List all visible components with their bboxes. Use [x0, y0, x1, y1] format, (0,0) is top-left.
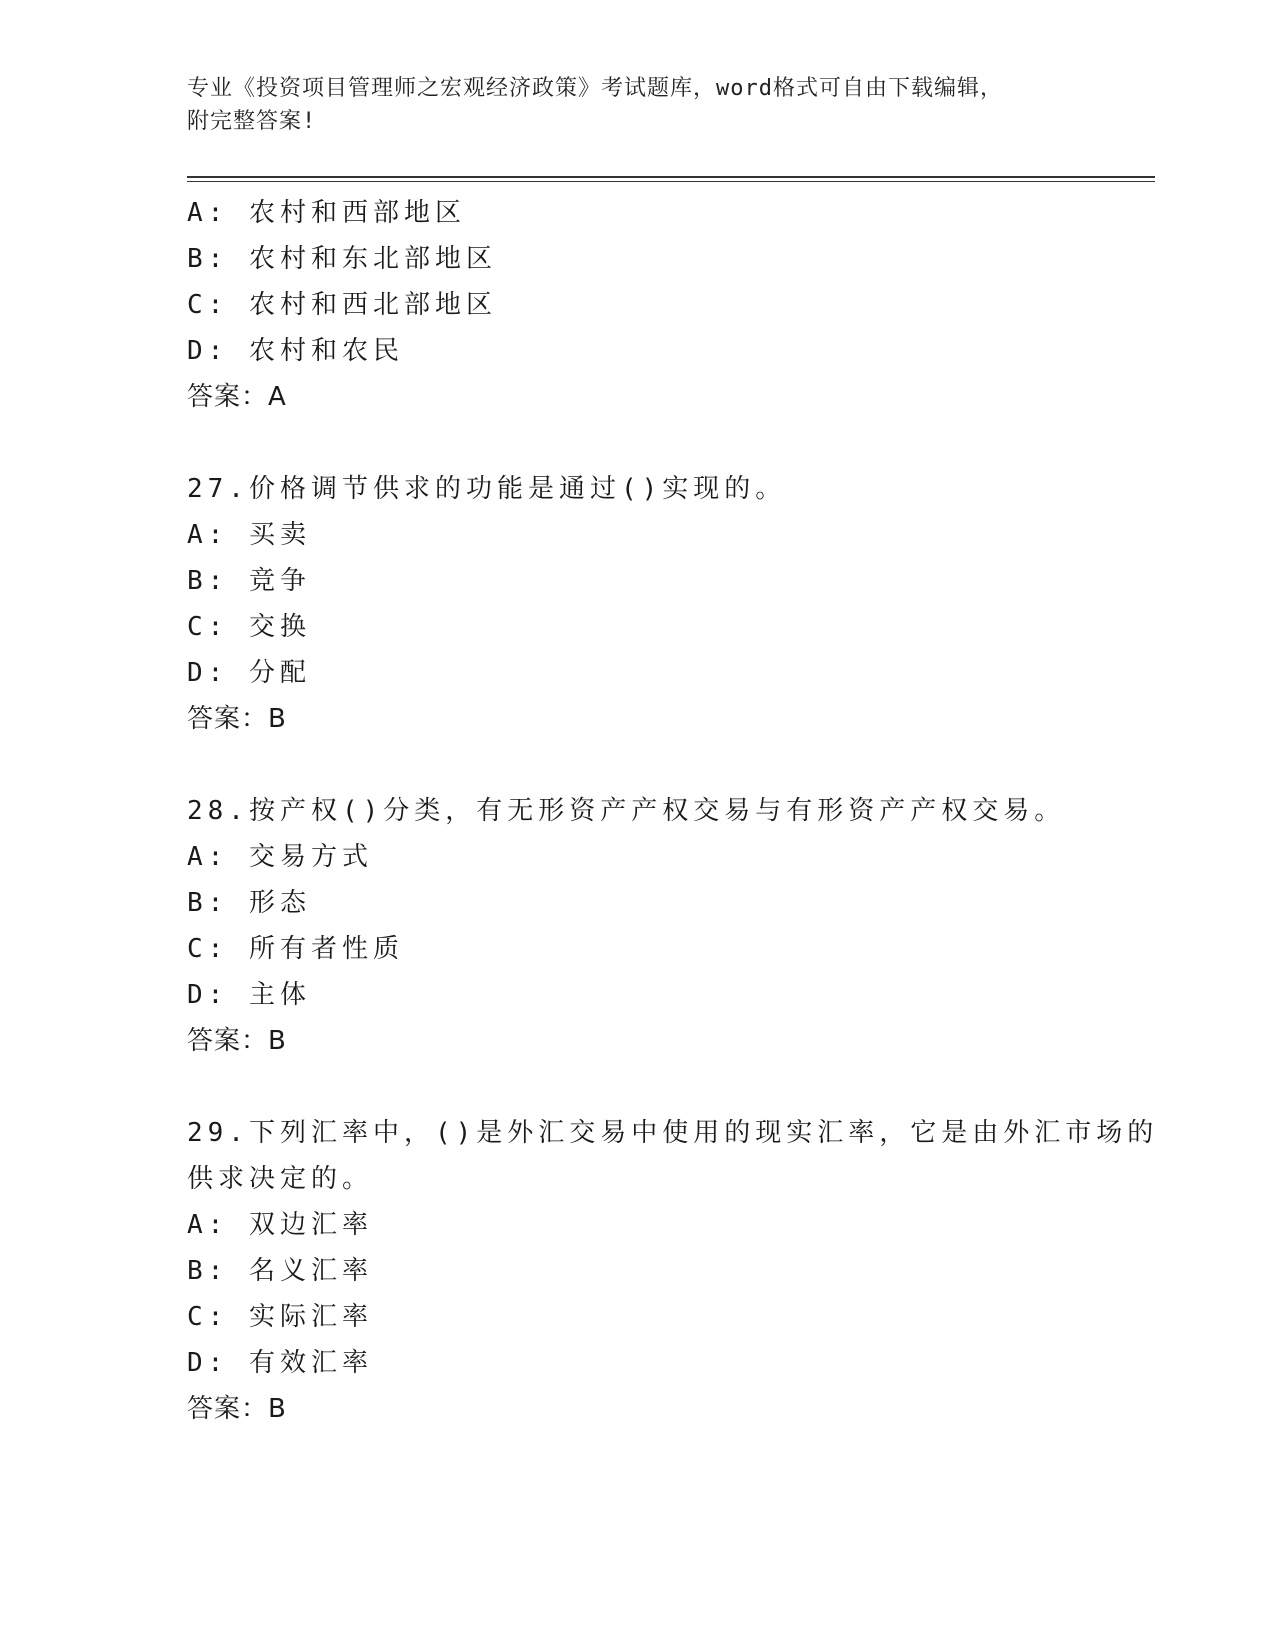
option-a: A: 双边汇率	[187, 1210, 373, 1240]
question-text-line-2: 供求决定的。	[187, 1164, 374, 1194]
answer: 答案：A	[187, 382, 287, 412]
option-c: C: 所有者性质	[187, 934, 404, 964]
question-28	[187, 788, 1147, 1064]
header-line-1: 专业《投资项目管理师之宏观经济政策》考试题库，word格式可自由下载编辑，	[187, 76, 1003, 101]
question-text-line-1: 29.下列汇率中，()是外汇交易中使用的现实汇率，它是由外汇市场的	[187, 1118, 1159, 1148]
document-header	[187, 72, 1087, 138]
option-d: D: 主体	[187, 980, 311, 1010]
spacer	[187, 420, 1147, 466]
header-line-2: 附完整答案!	[187, 109, 317, 134]
option-b: B: 农村和东北部地区	[187, 244, 497, 274]
option-d: D: 分配	[187, 658, 311, 688]
question-text: 27.价格调节供求的功能是通过()实现的。	[187, 474, 787, 504]
answer: 答案：B	[187, 1394, 287, 1424]
option-a: A: 农村和西部地区	[187, 198, 466, 228]
question-26-continuation	[187, 190, 1147, 420]
spacer	[187, 742, 1147, 788]
option-a: A: 交易方式	[187, 842, 373, 872]
spacer	[187, 1064, 1147, 1110]
answer: 答案：B	[187, 1026, 287, 1056]
option-b: B: 名义汇率	[187, 1256, 373, 1286]
option-b: B: 竞争	[187, 566, 311, 596]
option-d: D: 有效汇率	[187, 1348, 373, 1378]
question-content	[187, 190, 1159, 1432]
option-b: B: 形态	[187, 888, 311, 918]
question-27	[187, 466, 1147, 742]
option-c: C: 交换	[187, 612, 311, 642]
question-text: 28.按产权()分类，有无形资产产权交易与有形资产产权交易。	[187, 796, 1066, 826]
option-c: C: 农村和西北部地区	[187, 290, 497, 320]
option-d: D: 农村和农民	[187, 336, 404, 366]
question-29	[187, 1110, 1159, 1432]
option-a: A: 买卖	[187, 520, 311, 550]
answer: 答案：B	[187, 704, 287, 734]
header-divider-thick	[187, 176, 1155, 178]
header-divider-thin	[187, 181, 1155, 182]
option-c: C: 实际汇率	[187, 1302, 373, 1332]
